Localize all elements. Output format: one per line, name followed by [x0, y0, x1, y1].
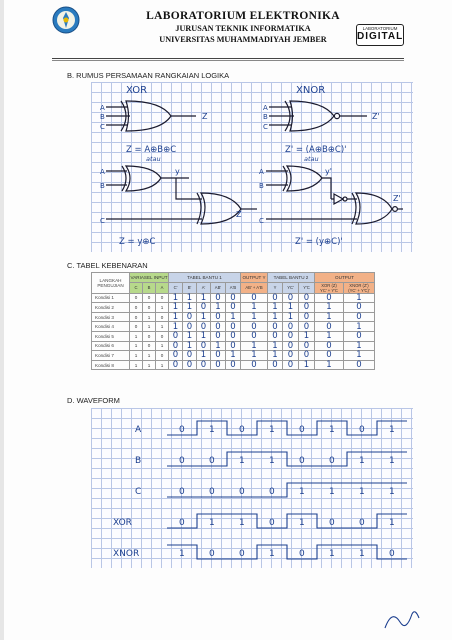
- signal-trace: [167, 545, 407, 559]
- handwritten-cell: 0: [226, 303, 241, 313]
- handwritten-cell: 1: [344, 341, 375, 351]
- handwritten-cell: 1: [226, 312, 241, 322]
- header-rule-thin: [52, 60, 404, 61]
- table-row: [92, 303, 375, 313]
- handwritten-cell: 1: [268, 341, 283, 351]
- bit-label: 0: [389, 549, 395, 559]
- signal-label: XOR: [113, 518, 132, 528]
- bit-label: 1: [389, 518, 395, 528]
- handwritten-cell: 0: [183, 351, 197, 361]
- cascade2-output-bubble: [393, 207, 398, 212]
- table-row: [92, 360, 375, 370]
- signal-label: XNOR: [113, 549, 140, 559]
- cascade2-output-label: Z': [393, 194, 401, 203]
- table-row: [92, 331, 375, 341]
- signature-mark-icon: [382, 604, 422, 634]
- bit-label: 0: [299, 549, 305, 559]
- bit-label: 0: [269, 518, 275, 528]
- bit-label: 1: [329, 487, 335, 497]
- handwritten-cell: 1: [241, 341, 268, 351]
- row-label: Kondisi 2: [92, 303, 130, 313]
- bit-label: 0: [179, 518, 185, 528]
- th-bantu2: TABEL BANTU 2: [268, 273, 315, 283]
- bit-label: 1: [209, 518, 215, 528]
- handwritten-cell: 1: [183, 331, 197, 341]
- xnor-inverter-bubble: [334, 113, 339, 118]
- handwritten-cell: 1: [344, 293, 375, 303]
- table-row: [92, 341, 375, 351]
- xnor-equation: Z' = (A⊕B⊕C)': [285, 145, 347, 155]
- handwritten-cell: 0: [268, 331, 283, 341]
- handwritten-cell: 1: [315, 360, 344, 370]
- handwritten-cell: 0: [211, 351, 226, 361]
- cascade-input-wires: [106, 171, 127, 185]
- bit-label: 1: [179, 549, 185, 559]
- cascade2-y-label: y': [325, 167, 332, 176]
- letterhead: [52, 4, 404, 56]
- input-cell: 1: [130, 360, 143, 370]
- bit-label: 0: [179, 487, 185, 497]
- handwritten-cell: 1: [183, 293, 197, 303]
- cascade2-gate1-body: [287, 166, 322, 191]
- input-cell: 1: [156, 341, 169, 351]
- handwritten-cell: 1: [299, 360, 315, 370]
- bit-label: 1: [329, 425, 335, 435]
- cascade-output-label: Z: [236, 210, 242, 219]
- input-cell: 0: [130, 293, 143, 303]
- handwritten-cell: 1: [283, 303, 299, 313]
- th-variasi: VARIASEL INPUT: [130, 273, 169, 283]
- handwritten-cell: 0: [241, 360, 268, 370]
- handwritten-cell: 0: [211, 360, 226, 370]
- bit-label: 1: [209, 425, 215, 435]
- university-logo-icon: [52, 6, 80, 34]
- cascade-gate1-back-arc: [122, 166, 126, 191]
- cascade-gate1-body: [126, 166, 161, 191]
- input-cell: 1: [130, 331, 143, 341]
- input-cell: 1: [156, 360, 169, 370]
- cascade2-input-b-label: B: [259, 182, 264, 190]
- handwritten-cell: 0: [283, 293, 299, 303]
- handwritten-cell: 0: [315, 341, 344, 351]
- handwritten-cell: 0: [197, 341, 211, 351]
- handwritten-cell: 1: [283, 312, 299, 322]
- handwritten-cell: 1: [344, 322, 375, 332]
- row-label: Kondisi 7: [92, 351, 130, 361]
- handwritten-cell: 0: [169, 351, 183, 361]
- cascade2-wires: [266, 199, 357, 219]
- th-b-not: B': [183, 282, 197, 293]
- handwritten-cell: 0: [344, 312, 375, 322]
- signal-label: B: [135, 456, 142, 466]
- bit-label: 1: [299, 518, 305, 528]
- signal-label: A: [135, 425, 142, 435]
- handwritten-cell: 1: [197, 351, 211, 361]
- bit-label: 1: [269, 549, 275, 559]
- handwritten-cell: 0: [183, 360, 197, 370]
- bit-label: 0: [359, 518, 365, 528]
- cascade2-y-wire: [322, 178, 334, 199]
- xnor-input-b-label: B: [263, 113, 268, 121]
- th-c: C: [130, 282, 143, 293]
- input-cell: 1: [143, 351, 156, 361]
- bit-label: 0: [329, 456, 335, 466]
- table-row: [92, 293, 375, 303]
- cascade-input-a-label: A: [100, 168, 105, 176]
- xor-label: XOR: [126, 85, 148, 96]
- section-c-title: C. TABEL KEBENARAN: [67, 261, 148, 270]
- input-cell: 0: [156, 351, 169, 361]
- handwritten-cell: 0: [183, 312, 197, 322]
- waveform-diagram: [91, 408, 413, 568]
- input-cell: 0: [156, 331, 169, 341]
- xor-gate-body: [126, 101, 171, 131]
- handwritten-cell: 0: [283, 360, 299, 370]
- handwritten-cell: 0: [268, 322, 283, 332]
- xor-equation: Z = A⊕B⊕C: [126, 145, 177, 155]
- cascade-input-b-label: B: [100, 182, 105, 190]
- handwritten-cell: 1: [169, 322, 183, 332]
- bit-label: 0: [239, 549, 245, 559]
- handwritten-cell: 0: [283, 351, 299, 361]
- bit-label: 1: [359, 487, 365, 497]
- section-b-title: B. RUMUS PERSAMAAN RANGKAIAN LOGIKA: [67, 71, 230, 80]
- handwritten-cell: 0: [226, 331, 241, 341]
- input-cell: 0: [156, 293, 169, 303]
- th-langkah: LANGKAH PENGUJIAN: [92, 273, 130, 294]
- th-y: Y: [268, 282, 283, 293]
- bit-label: 1: [269, 425, 275, 435]
- bit-label: 1: [239, 518, 245, 528]
- input-cell: 0: [156, 312, 169, 322]
- th-c-not: C': [169, 282, 183, 293]
- signal-trace: [167, 421, 407, 435]
- signal-trace: [167, 514, 407, 528]
- cascade2-gate1-back-arc: [283, 166, 287, 191]
- input-b-label: B: [100, 113, 105, 121]
- xnor-atau: atau: [304, 155, 319, 163]
- row-label: Kondisi 8: [92, 360, 130, 370]
- th-output-y: OUTPUT Y: [241, 273, 268, 283]
- signal-trace: [167, 452, 407, 466]
- handwritten-cell: 0: [211, 322, 226, 332]
- th-y-expr: AB' + A'B: [241, 282, 268, 293]
- input-cell: 1: [143, 312, 156, 322]
- bit-label: 0: [179, 456, 185, 466]
- handwritten-cell: 0: [315, 351, 344, 361]
- xnor-input-a-label: A: [263, 104, 268, 112]
- cascade2-buffer: [334, 194, 343, 204]
- th-b: B: [143, 282, 156, 293]
- handwritten-cell: 0: [226, 360, 241, 370]
- bit-label: 0: [239, 425, 245, 435]
- handwritten-cell: 1: [169, 312, 183, 322]
- handwritten-cell: 0: [241, 293, 268, 303]
- handwritten-cell: 1: [197, 293, 211, 303]
- th-a: A: [156, 282, 169, 293]
- th-xor-formula: YC' + Y'C: [320, 287, 338, 293]
- input-cell: 1: [143, 322, 156, 332]
- handwritten-cell: 0: [268, 293, 283, 303]
- xnor-label: XNOR: [296, 85, 326, 96]
- handwritten-cell: 1: [226, 351, 241, 361]
- lab-title: LABORATORIUM ELEKTRONIKA: [146, 10, 340, 22]
- scan-edge: [0, 0, 4, 640]
- bit-label: 1: [359, 456, 365, 466]
- input-cell: 1: [130, 351, 143, 361]
- row-label: Kondisi 6: [92, 341, 130, 351]
- th-a-not: A': [197, 282, 211, 293]
- input-cell: 1: [143, 360, 156, 370]
- th-ab-not: AB': [211, 282, 226, 293]
- bit-label: 1: [359, 549, 365, 559]
- section-d-title: D. WAVEFORM: [67, 396, 120, 405]
- th-bantu1: TABEL BANTU 1: [169, 273, 241, 283]
- input-cell: 1: [156, 303, 169, 313]
- handwritten-cell: 1: [197, 331, 211, 341]
- cascade2-input-wires: [266, 171, 288, 185]
- xor-output-label: Z: [202, 112, 208, 121]
- handwritten-cell: 0: [197, 322, 211, 332]
- table-row: [92, 312, 375, 322]
- bit-label: 0: [209, 549, 215, 559]
- handwritten-cell: 0: [226, 322, 241, 332]
- header-rule: [52, 58, 404, 59]
- handwritten-cell: 0: [211, 312, 226, 322]
- bit-label: 1: [389, 487, 395, 497]
- th-a-not-b: A'B: [226, 282, 241, 293]
- table-row: [92, 322, 375, 332]
- handwritten-cell: 0: [197, 303, 211, 313]
- cascade-y-label: y: [175, 167, 180, 176]
- th-y-not-c: Y'C: [299, 282, 315, 293]
- handwritten-cell: 1: [268, 303, 283, 313]
- table-row: [92, 351, 375, 361]
- handwritten-cell: 1: [315, 303, 344, 313]
- bit-label: 0: [269, 487, 275, 497]
- handwritten-cell: 1: [315, 331, 344, 341]
- handwritten-cell: 0: [241, 331, 268, 341]
- xor-atau: atau: [146, 155, 161, 163]
- cascade2-input-c-label: C: [259, 217, 264, 225]
- handwritten-cell: 1: [169, 303, 183, 313]
- handwritten-cell: 0: [344, 303, 375, 313]
- bit-label: 0: [299, 425, 305, 435]
- handwritten-cell: 0: [299, 303, 315, 313]
- logic-diagrams: [91, 82, 413, 252]
- th-xor-expr: [315, 282, 344, 293]
- cascade2-input-a-label: A: [259, 168, 264, 176]
- truth-table: [91, 272, 375, 370]
- signal-label: C: [135, 487, 142, 497]
- input-cell: 0: [130, 312, 143, 322]
- cascade-equation: Z = y⊕C: [119, 237, 156, 247]
- handwritten-cell: 0: [241, 322, 268, 332]
- bit-label: 1: [299, 487, 305, 497]
- handwritten-cell: 0: [268, 360, 283, 370]
- handwritten-cell: 1: [315, 312, 344, 322]
- handwritten-cell: 0: [226, 341, 241, 351]
- university-title: UNIVERSITAS MUHAMMADIYAH JEMBER: [159, 35, 327, 44]
- input-cell: 0: [143, 303, 156, 313]
- input-a-label: A: [100, 104, 105, 112]
- handwritten-cell: 0: [299, 312, 315, 322]
- handwritten-cell: 0: [197, 360, 211, 370]
- cascade2-equation: Z' = (y⊕C)': [295, 237, 343, 247]
- bit-label: 0: [359, 425, 365, 435]
- handwritten-cell: 0: [169, 331, 183, 341]
- handwritten-cell: 0: [299, 341, 315, 351]
- handwritten-cell: 0: [211, 331, 226, 341]
- handwritten-cell: 1: [241, 303, 268, 313]
- handwritten-cell: 1: [241, 312, 268, 322]
- handwritten-cell: 0: [283, 341, 299, 351]
- xnor-gate-body: [290, 101, 334, 131]
- department-title: JURUSAN TEKNIK INFORMATIKA: [175, 24, 311, 33]
- th-xnor-formula: (YC' + Y'C)': [348, 287, 370, 293]
- handwritten-cell: 1: [241, 351, 268, 361]
- handwritten-cell: 0: [169, 360, 183, 370]
- handwritten-cell: 1: [197, 312, 211, 322]
- handwritten-cell: 0: [315, 322, 344, 332]
- input-cell: 0: [143, 331, 156, 341]
- th-yc-not: YC': [283, 282, 299, 293]
- badge-top-text: LABORATORIUM: [362, 26, 398, 31]
- bit-label: 0: [299, 456, 305, 466]
- signal-trace: [167, 483, 407, 497]
- handwritten-cell: 0: [299, 293, 315, 303]
- th-xnor-expr: [344, 282, 375, 293]
- truth-table-subheader: [92, 282, 375, 293]
- handwritten-cell: 0: [344, 331, 375, 341]
- row-label: Kondisi 1: [92, 293, 130, 303]
- handwritten-cell: 1: [183, 303, 197, 313]
- handwritten-cell: 1: [211, 341, 226, 351]
- handwritten-cell: 0: [315, 293, 344, 303]
- input-cell: 0: [130, 303, 143, 313]
- handwritten-cell: 1: [344, 351, 375, 361]
- handwritten-cell: 1: [183, 341, 197, 351]
- handwritten-cell: 0: [283, 322, 299, 332]
- handwritten-cell: 1: [299, 331, 315, 341]
- cascade-input-c-label: C: [100, 217, 105, 225]
- bit-label: 0: [209, 487, 215, 497]
- handwritten-cell: 1: [268, 312, 283, 322]
- input-cell: 1: [130, 341, 143, 351]
- truth-table-body: [92, 293, 375, 370]
- cascade-y-wire: [161, 178, 202, 199]
- handwritten-cell: 0: [211, 293, 226, 303]
- bit-label: 0: [239, 487, 245, 497]
- input-c-label: C: [100, 123, 105, 131]
- handwritten-cell: 0: [299, 322, 315, 332]
- handwritten-cell: 0: [169, 341, 183, 351]
- handwritten-cell: 1: [169, 293, 183, 303]
- bit-label: 1: [389, 425, 395, 435]
- xnor-output-label: Z': [372, 112, 380, 121]
- input-cell: 1: [156, 322, 169, 332]
- cascade-gate2-body: [201, 193, 241, 224]
- bit-label: 1: [269, 456, 275, 466]
- bit-label: 0: [179, 425, 185, 435]
- bit-label: 1: [329, 549, 335, 559]
- input-cell: 0: [143, 293, 156, 303]
- handwritten-cell: 0: [183, 322, 197, 332]
- badge-main-text: DIGITAL: [357, 31, 404, 42]
- input-cell: 0: [130, 322, 143, 332]
- digital-lab-badge: [356, 24, 404, 46]
- row-label: Kondisi 3: [92, 312, 130, 322]
- row-label: Kondisi 5: [92, 331, 130, 341]
- handwritten-cell: 0: [283, 331, 299, 341]
- handwritten-cell: 1: [211, 303, 226, 313]
- handwritten-cell: 0: [344, 360, 375, 370]
- th-xnor-label: XNOR (Z'): [349, 282, 369, 288]
- bit-label: 0: [329, 518, 335, 528]
- input-cell: 0: [143, 341, 156, 351]
- th-output: OUTPUT: [315, 273, 375, 283]
- th-xor-label: XOR (Z): [321, 282, 337, 288]
- handwritten-cell: 0: [226, 293, 241, 303]
- row-label: Kondisi 4: [92, 322, 130, 332]
- bit-label: 1: [239, 456, 245, 466]
- bit-label: 0: [209, 456, 215, 466]
- handwritten-cell: 1: [268, 351, 283, 361]
- cascade2-gate2-body: [356, 193, 392, 224]
- handwritten-cell: 0: [299, 351, 315, 361]
- xnor-input-c-label: C: [263, 123, 268, 131]
- bit-label: 1: [389, 456, 395, 466]
